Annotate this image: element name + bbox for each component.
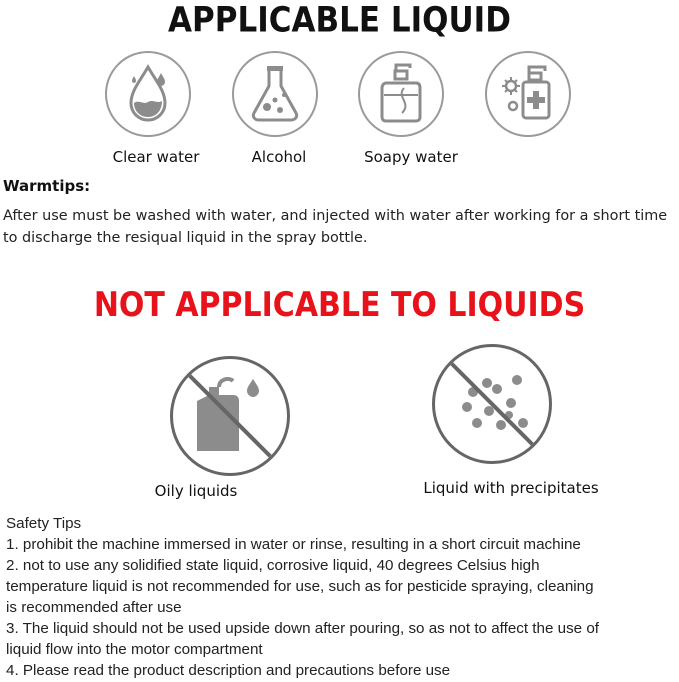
safety-tip-line: is recommended after use	[6, 599, 182, 616]
safety-tips-title: Safety Tips	[6, 515, 82, 532]
safety-tip-line: 4. Please read the product description and precautions before use	[6, 662, 451, 679]
safety-tip-line: 1. prohibit the machine immersed in water or rinse, resulting in a short circuit machine	[6, 536, 581, 553]
safety-tip-line: temperature liquid is not recommended for use, such as for pesticide spraying, cleaning	[6, 578, 594, 595]
safety-tip-line: 3. The liquid should not be used upside down after pouring, so as not to affect the use of	[6, 620, 600, 637]
safety-tip-line: liquid flow into the motor compartment	[6, 641, 263, 658]
water-drop-icon	[105, 51, 191, 137]
label-oily-liquids: Oily liquids	[154, 482, 238, 500]
label-liquid-with-precipitates: Liquid with precipitates	[423, 479, 599, 497]
label-clear-water: Clear water	[112, 148, 200, 166]
applicable-liquid-title: APPLICABLE LIQUID	[168, 0, 511, 41]
disinfectant-bottle-icon	[485, 51, 571, 137]
soap-bottle-icon	[358, 51, 444, 137]
safety-tip-line: 2. not to use any solidified state liquid, corrosive liquid, 40 degrees Celsius high	[6, 557, 540, 574]
warmtips-line: After use must be washed with water, and injected with water after working for a short time	[3, 208, 668, 224]
label-soapy-water: Soapy water	[364, 148, 458, 166]
warmtips-title: Warmtips:	[3, 177, 91, 195]
warmtips-text	[3, 205, 679, 249]
precipitates-prohibited-icon	[432, 344, 552, 464]
label-alcohol: Alcohol	[251, 148, 307, 166]
oil-can-prohibited-icon	[170, 356, 290, 476]
safety-tips	[6, 513, 676, 681]
flask-icon	[232, 51, 318, 137]
warmtips-line: to discharge the resiqual liquid in the spray bottle.	[3, 230, 368, 246]
not-applicable-title: NOT APPLICABLE TO LIQUIDS	[93, 286, 586, 326]
